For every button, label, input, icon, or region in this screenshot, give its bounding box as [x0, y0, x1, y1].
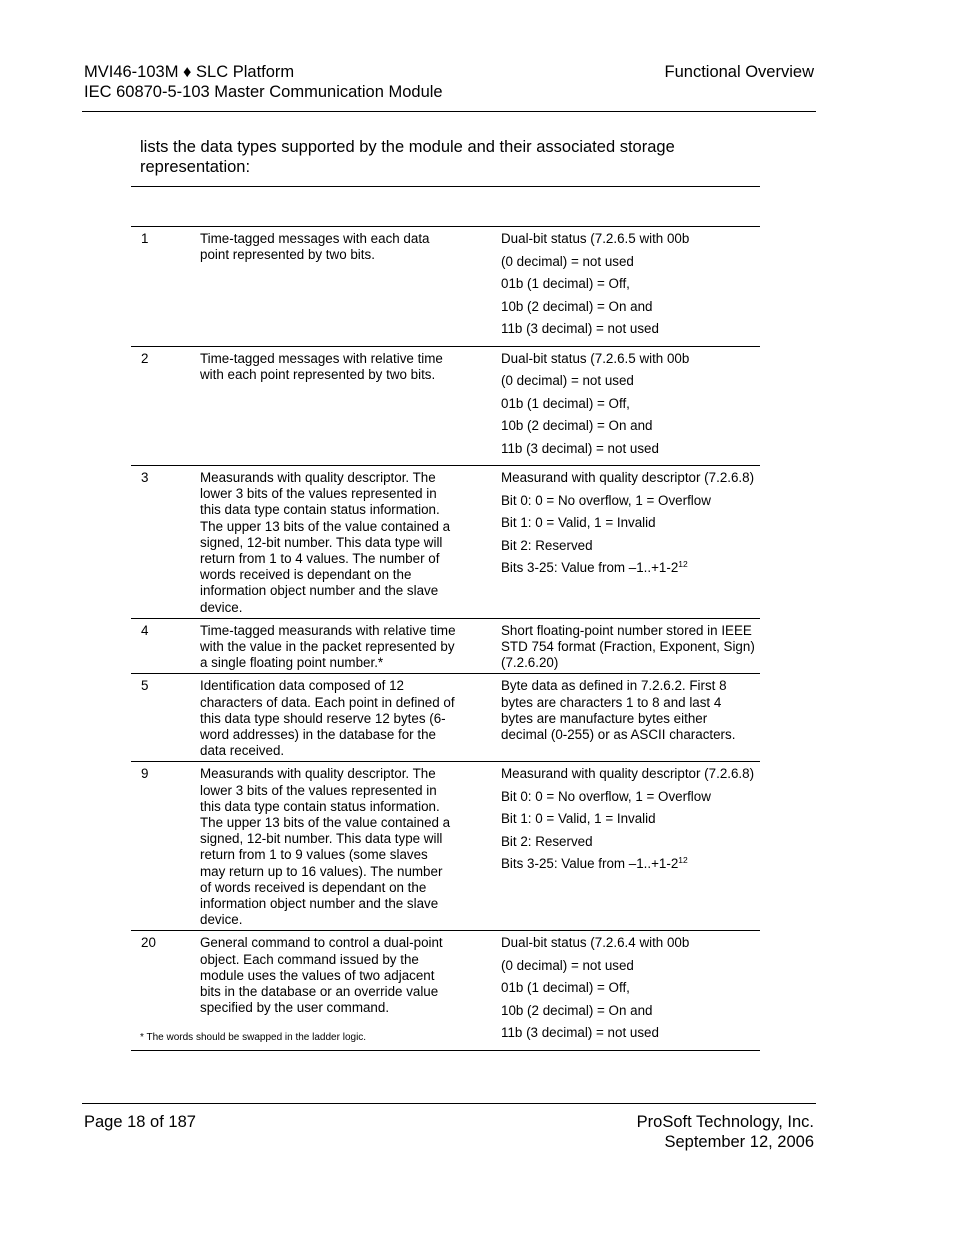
representation-line: Bit 2: Reserved [501, 537, 593, 553]
representation-line: Measurand with quality descriptor (7.2.6.8) [501, 470, 755, 485]
representation-line: Dual-bit status (7.2.6.5 with 00b [501, 231, 690, 246]
header-product-line: MVI46-103M ♦ SLC Platform [84, 63, 295, 81]
representation-line: 01b (1 decimal) = Off, [501, 276, 630, 291]
type-description-cell [200, 466, 491, 619]
bits-range-text: Bits 3-25: Value from –1..+1-2 [501, 856, 679, 872]
representation-line: 11b (3 decimal) = not used [501, 1025, 659, 1041]
representation-line: Dual-bit status (7.2.6.4 with 00b [501, 935, 690, 951]
type-description-text: Time-tagged messages with relative time with each point represented by two bits. [200, 350, 443, 382]
type-description-text: Time-tagged messages with each data point represented by two bits. [200, 231, 430, 263]
type-description-text: Identification data composed of 12 characters of data. Each point in defined of this data type should reserve 12 bytes (6- word addresses) in the database for the data received. [200, 678, 455, 759]
footer-divider [82, 1103, 816, 1104]
representation-line: Bit 1: 0 = Valid, 1 = Invalid [501, 515, 656, 530]
representation-line: (0 decimal) = not used [501, 957, 634, 973]
representation-line: 10b (2 decimal) = On and [501, 1002, 653, 1018]
storage-representation-cell [491, 618, 760, 674]
header-section-title: Functional Overview [664, 63, 814, 81]
type-description-cell [200, 762, 491, 931]
footer-publisher-block [637, 1112, 814, 1152]
representation-line: Dual-bit status (7.2.6.5 with 00b [501, 350, 690, 366]
bits-exponent: 12 [678, 559, 688, 569]
representation-line: Bit 0: 0 = No overflow, 1 = Overflow [501, 788, 711, 804]
representation-line: Bit 1: 0 = Valid, 1 = Invalid [501, 811, 656, 827]
representation-bits-line [501, 856, 760, 872]
data-types-table-body [131, 227, 760, 1051]
intro-paragraph: lists the data types supported by the module and their associated storage representation: [140, 138, 675, 176]
storage-representation-cell [491, 674, 760, 762]
bits-range-text: Bits 3-25: Value from –1..+1-2 [501, 560, 679, 575]
representation-paragraph: Short floating-point number stored in IEEE STD 754 format (Fraction, Exponent, Sign) (7.2.6.20) [501, 622, 755, 671]
type-description-text: General command to control a dual-point object. Each command issued by the module uses the values of two adjacent bits in the database or an override value specified by the user command. [200, 935, 443, 1016]
representation-line: Bit 2: Reserved [501, 833, 593, 849]
type-description-text: Measurands with quality descriptor. The lower 3 bits of the values represented in this data type contain status information. The upper 13 bits of the value contained a signed, 12-bit number. This data type will return from 1 to 4 values. The number of words received is dependant on the information object number and the slave device. [200, 470, 451, 615]
table-row [131, 346, 760, 466]
table-row [131, 227, 760, 347]
representation-line: (0 decimal) = not used [501, 373, 634, 388]
header-divider [82, 111, 816, 112]
representation-bits-line [501, 560, 760, 576]
type-description-cell [200, 674, 491, 762]
representation-line: 01b (1 decimal) = Off, [501, 980, 630, 996]
type-number-cell: 4 [131, 618, 200, 674]
representation-line: (0 decimal) = not used [501, 253, 634, 269]
representation-line: 10b (2 decimal) = On and [501, 298, 653, 314]
representation-line: 10b (2 decimal) = On and [501, 418, 653, 433]
representation-paragraph: Byte data as defined in 7.2.6.2. First 8 bytes are characters 1 to 8 and last 4 bytes are manufacture bytes either decimal (0-255) or as ASCII characters. [501, 678, 736, 743]
header-title-block [84, 62, 443, 102]
type-number-cell: 3 [131, 466, 200, 619]
representation-line: Measurand with quality descriptor (7.2.6.8) [501, 766, 755, 782]
representation-line: 11b (3 decimal) = not used [501, 440, 659, 456]
footer-company: ProSoft Technology, Inc. [636, 1113, 814, 1131]
storage-representation-cell [491, 931, 760, 1051]
representation-line: Bit 0: 0 = No overflow, 1 = Overflow [501, 492, 711, 508]
type-description-text: Time-tagged measurands with relative time with the value in the packet represented by a single floating point number.* [200, 622, 456, 671]
type-number-cell: 2 [131, 346, 200, 466]
type-description-cell [200, 346, 491, 466]
header-module-line: IEC 60870-5-103 Master Communication Module [84, 83, 443, 101]
type-number-cell: 5 [131, 674, 200, 762]
type-number-cell: 1 [131, 227, 200, 347]
type-description-cell [200, 618, 491, 674]
type-number-cell: 9 [131, 762, 200, 931]
table-row [131, 674, 760, 762]
representation-line: 11b (3 decimal) = not used [501, 321, 659, 336]
data-types-table [131, 226, 760, 1051]
storage-representation-cell [491, 762, 760, 931]
footer-date: September 12, 2006 [664, 1133, 814, 1151]
page-number: Page 18 of 187 [84, 1113, 196, 1131]
storage-representation-cell [491, 227, 760, 347]
storage-representation-cell [491, 466, 760, 619]
type-number-cell: 20 [131, 931, 200, 1051]
table-row [131, 466, 760, 619]
type-description-cell [200, 227, 491, 347]
storage-representation-cell [491, 346, 760, 466]
table-title-divider [131, 186, 760, 187]
type-description-text: Measurands with quality descriptor. The lower 3 bits of the values represented in this data type contain status information. The upper 13 bits of the value contained a signed, 12-bit number. This data type will return from 1 to 9 values (some slaves may return up to 16 values). The number of words received is dependant on the information object number and the slave device. [200, 766, 451, 928]
table-row [131, 762, 760, 931]
representation-line: 01b (1 decimal) = Off, [501, 395, 630, 411]
table-footnote: * The words should be swapped in the ladder logic. [140, 1032, 367, 1043]
table-row [131, 618, 760, 674]
bits-exponent: 12 [678, 855, 688, 866]
